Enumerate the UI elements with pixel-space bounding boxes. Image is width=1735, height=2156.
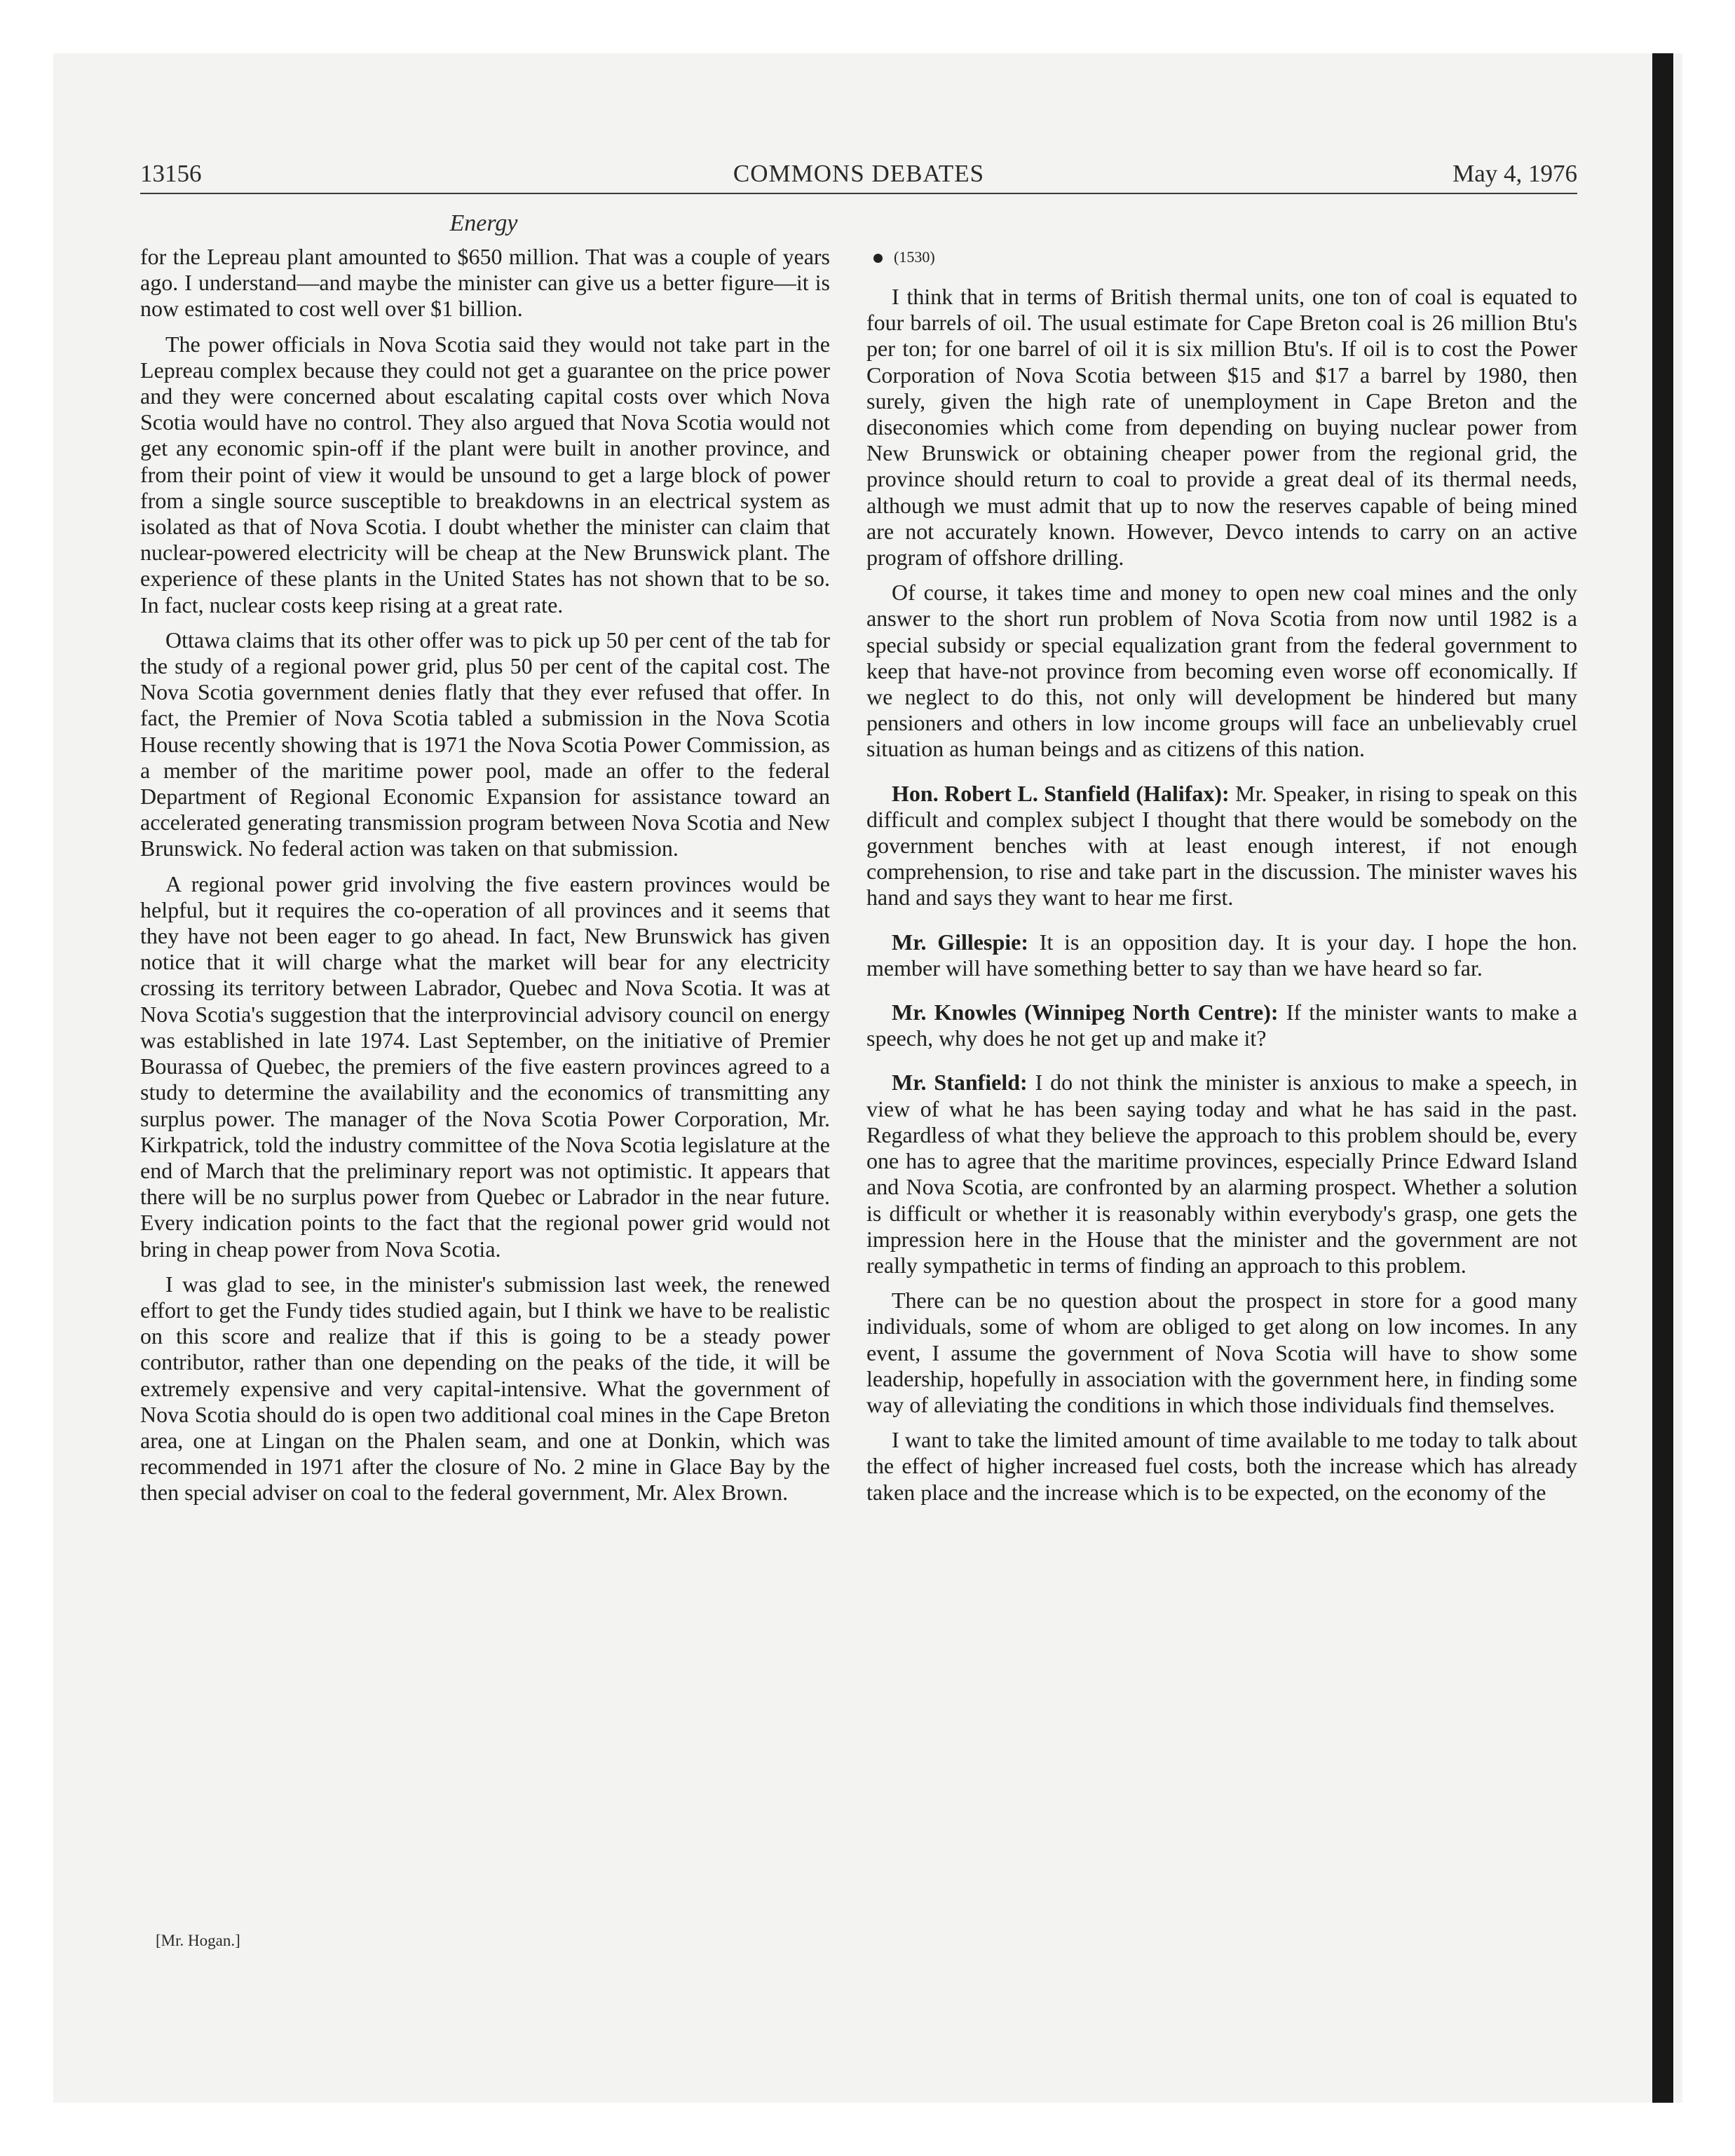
paragraph-text: Of course, it takes time and money to open new coal mines and the only answer to the short run problem of Nova Scotia from now until 1982 is a special subsidy or special equalization grant from the federal government to keep that have-not province from becoming even worse off economically. If we neglect to do this, not only will development be hindered but many pensioners and others in low income groups will face an unbelievably cruel situation as human beings and as citizens of this nation. <box>866 580 1577 762</box>
speaker-name: Mr. Gillespie: <box>892 929 1029 955</box>
speaker-name: Mr. Stanfield: <box>892 1070 1028 1096</box>
timestamp-text: (1530) <box>894 248 935 266</box>
scan-edge-shadow <box>1652 53 1673 2103</box>
paragraph: The power officials in Nova Scotia said they would not take part in the Lepreau complex because they could not get a guarantee on the price power and they were concerned about escalating capital costs over which Nova Scotia would have no control. They also argued that Nova Scotia would not get any economic spin-off if the plant were built in another province, and from their point of view it would be unsound to get a large block of power from a single source susceptible to breakdowns in an electrical system as isolated as that of Nova Scotia. I doubt whether the minister can claim that nuclear-powered electricity will be cheap at the New Brunswick plant. The experience of these plants in the United States has not shown that to be so. In fact, nuclear costs keep rising at a great rate. <box>140 331 830 618</box>
speech-paragraph <box>866 1070 1577 1278</box>
paragraph <box>866 284 1577 571</box>
page-date: May 4, 1976 <box>1452 160 1577 187</box>
speech-paragraph <box>866 999 1577 1051</box>
paragraph: A regional power grid involving the five eastern provinces would be helpful, but it requires the co-operation of all provinces and it seems that they have not been eager to go ahead. In fact, New Brunswick has given notice that it will charge what the market will bear for any electricity crossing its territory between Labrador, Quebec and Nova Scotia. It was at Nova Scotia's suggestion that the interprovincial advisory council on energy was established in late 1974. Last September, on the initiative of Premier Bourassa of Quebec, the premiers of the five eastern provinces agreed to a study to determine the availability and the economics of transmitting any surplus power. The manager of the Nova Scotia Power Corporation, Mr. Kirkpatrick, told the industry committee of the Nova Scotia legislature at the end of March that the preliminary report was not optimistic. It appears that there will be no surplus power from Quebec or Labrador in the near future. Every indication points to the fact that the regional power grid would not bring in cheap power from Nova Scotia. <box>140 871 830 1262</box>
section-title: Energy <box>449 210 518 236</box>
page-number: 13156 <box>140 160 202 187</box>
paragraph: I was glad to see, in the minister's submission last week, the renewed effort to get the Fundy tides studied again, but I think we have to be realistic on this score and realize that if this is going to be a steady power contributor, rather than one depending on the peaks of the tide, it will be extremely expensive and very capital-intensive. What the government of Nova Scotia should do is open two additional coal mines in the Cape Breton area, one at Lingan on the Phalen seam, and one at Donkin, which was recommended in 1971 after the closure of No. 2 mine in Glace Bay by the then special adviser on coal to the federal government, Mr. Alex Brown. <box>140 1271 830 1506</box>
paragraph-text: Mr. Speaker, in rising to speak on this difficult and complex subject I thought that there would be somebody on the government benches with at least enough interest, if not enough comprehension, to rise and take part in the discussion. The minister waves his hand and says they want to hear me first. <box>866 780 1578 910</box>
bullet-icon <box>873 254 883 263</box>
paragraph-text: I think that in terms of British thermal units, one ton of coal is equated to four barrels of oil. The usual estimate for Cape Breton coal is 26 million Btu's per ton; for one barrel of oil it is six million Btu's. If oil is to cost the Power Corporation of Nova Scotia between $15 and $17 a barrel by 1980, then surely, given the high rate of unemployment in Cape Breton and the diseconomies which come from depending on buying nuclear power from New Brunswick or obtaining cheaper power from the regional grid, the province should return to coal to provide a great deal of its thermal needs, although we must admit that up to now the reserves capable of being mined are not accurately known. However, Devco intends to carry on an active program of offshore drilling. <box>866 284 1577 571</box>
speech-paragraph <box>866 781 1577 911</box>
left-column <box>140 244 830 1515</box>
speaker-name: Mr. Knowles (Winnipeg North Centre): <box>892 999 1279 1025</box>
paragraph-text: There can be no question about the prospect in store for a good many individuals, some of whom are obliged to get along on low incomes. In any event, I assume the government of Nova Scotia will have to show some leadership, hopefully in association with the government here, in finding some way of alleviating the conditions in which those individuals find themselves. <box>866 1288 1577 1417</box>
timestamp <box>866 244 1577 270</box>
page-header <box>140 160 1577 193</box>
paragraph <box>866 580 1577 762</box>
publication-title: COMMONS DEBATES <box>733 160 985 187</box>
right-column <box>866 244 1577 1515</box>
paragraph-text: I want to take the limited amount of time available to me today to talk about the effect of higher increased fuel costs, both the increase which has already taken place and the increase which is to be expected, on the economy of the <box>866 1427 1577 1505</box>
paragraph: for the Lepreau plant amounted to $650 million. That was a couple of years ago. I understand—and maybe the minister can give us a better figure—it is now estimated to cost well over $1 billion. <box>140 244 830 322</box>
paragraph <box>866 1427 1577 1506</box>
speaker-attribution: [Mr. Hogan.] <box>156 1932 240 1949</box>
speech-paragraph <box>866 929 1577 981</box>
speaker-name: Hon. Robert L. Stanfield (Halifax): <box>892 780 1230 806</box>
header-rule <box>140 193 1577 194</box>
paragraph-text: I do not think the minister is anxious to make a speech, in view of what he has been saying today and what he has said in the past. Regardless of what they believe the approach to this problem should be, every one has to agree that the maritime provinces, especially Prince Edward Island and Nova Scotia, are confronted by an alarming prospect. Whether a solution is difficult or whether it is reasonably within everybody's grasp, one gets the impression here in the House that the minister and the government are not really sympathetic in terms of finding an approach to this problem. <box>866 1070 1578 1278</box>
paragraph-text: It is an opposition day. It is your day. I hope the hon. member will have something better to say than we have heard so far. <box>866 929 1578 981</box>
paragraph: Ottawa claims that its other offer was to pick up 50 per cent of the tab for the study of a regional power grid, plus 50 per cent of the capital cost. The Nova Scotia government denies flatly that they ever refused that offer. In fact, the Premier of Nova Scotia tabled a submission in the Nova Scotia House recently showing that is 1971 the Nova Scotia Power Commission, as a member of the maritime power pool, made an offer to the federal Department of Regional Economic Expansion for assistance toward an accelerated generating transmission program between Nova Scotia and New Brunswick. No federal action was taken on that submission. <box>140 627 830 861</box>
paragraph <box>866 1288 1577 1418</box>
paragraph-text: If the minister wants to make a speech, why does he not get up and make it? <box>866 999 1578 1051</box>
